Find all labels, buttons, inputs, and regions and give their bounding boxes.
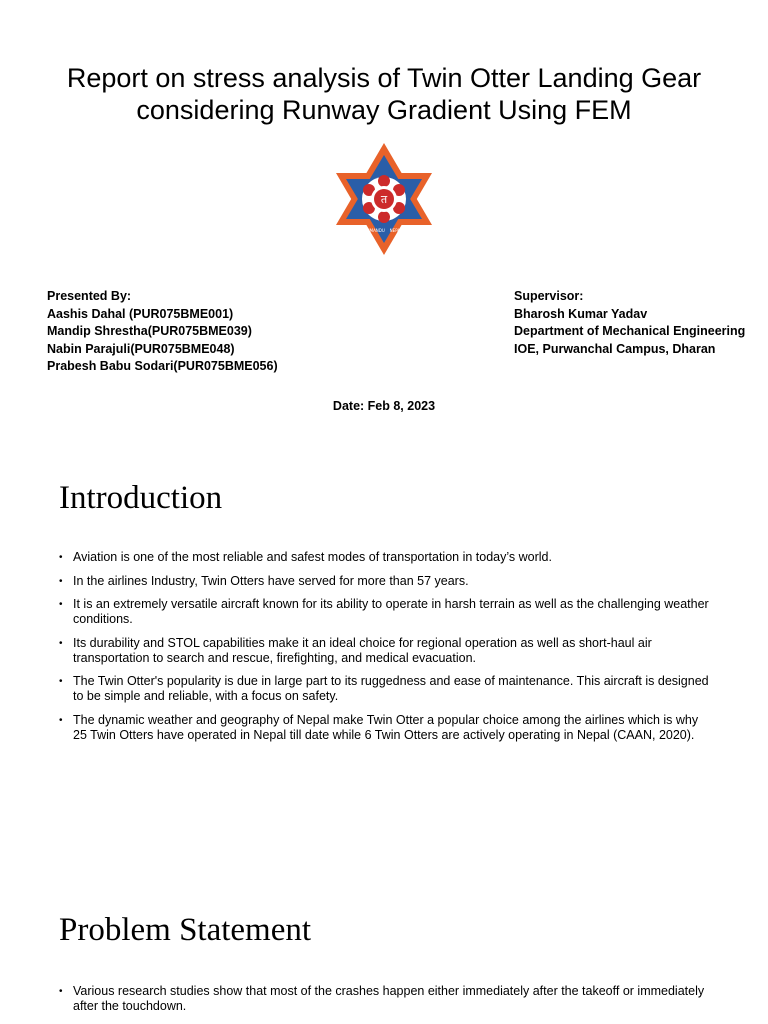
bullet-icon: •	[59, 599, 63, 610]
presented-by-block	[47, 288, 278, 376]
list-item-text: Aviation is one of the most reliable and safest modes of transportation in today’s world.	[73, 550, 552, 564]
list-item	[59, 674, 709, 704]
bullet-icon: •	[59, 986, 63, 997]
list-item-text: Its durability and STOL capabilities make it an ideal choice for regional operation as well as short-haul air transportation to search and rescue, firefighting, and medical evacuation.	[73, 635, 652, 665]
list-item-text: The Twin Otter's popularity is due in large part to its ruggedness and ease of maintenance. This aircraft is designed to be simple and reliable, with a focus on safety.	[73, 674, 709, 703]
problem-statement-list	[59, 984, 709, 1023]
logo-text-nepal: NEPAL	[389, 228, 403, 233]
supervisor-name: Bharosh Kumar Yadav	[514, 306, 648, 321]
supervisor-campus: IOE, Purwanchal Campus, Dharan	[514, 341, 716, 356]
list-item	[59, 713, 709, 743]
introduction-heading: Introduction	[59, 480, 223, 516]
member-name: Prabesh Babu Sodari(PUR075BME056)	[47, 359, 278, 373]
tribhuvan-university-emblem-icon	[334, 143, 434, 255]
problem-statement-heading: Problem Statement	[59, 912, 312, 948]
report-date: Date: Feb 8, 2023	[332, 399, 436, 413]
list-item	[59, 550, 709, 565]
list-item-text: Various research studies show that most of the crashes happen either immediately after the takeoff or immediately after the touchdown.	[73, 984, 705, 1013]
list-item	[59, 984, 709, 1014]
bullet-icon: •	[59, 575, 63, 587]
list-item	[59, 636, 709, 666]
bullet-icon: •	[59, 714, 63, 726]
member-name: Mandip Shrestha(PUR075BME039)	[47, 324, 252, 338]
supervisor-label: Supervisor:	[514, 289, 584, 303]
member-name: Nabin Parajuli(PUR075BME048)	[47, 341, 235, 356]
member-name: Aashis Dahal (PUR075BME001)	[47, 306, 234, 321]
bullet-icon: •	[59, 552, 63, 563]
presented-by-label: Presented By:	[47, 289, 132, 303]
list-item-text: It is an extremely versatile aircraft known for its ability to operate in harsh terrain as well as the challenging weather conditions.	[73, 597, 709, 626]
introduction-list	[59, 550, 709, 751]
list-item	[59, 574, 709, 589]
logo-text-kathmandu: KATHMANDU	[359, 228, 385, 233]
bullet-icon: •	[59, 637, 63, 649]
list-item-text: The dynamic weather and geography of Nepal make Twin Otter a popular choice among the airlines which is why 25 Twin Otters have operated in Nepal till date while 6 Twin Otters are actively operating in Nepal (CAAN, 2020).	[73, 712, 699, 742]
supervisor-block	[514, 288, 745, 358]
bullet-icon: •	[59, 676, 63, 687]
svg-text:त: त	[380, 193, 388, 206]
list-item-text: In the airlines Industry, Twin Otters have served for more than 57 years.	[73, 573, 469, 588]
page-title: Report on stress analysis of Twin Otter Landing Gear considering Runway Gradient Using FEM	[66, 63, 702, 125]
supervisor-department: Department of Mechanical Engineering	[514, 324, 746, 338]
title-area	[0, 60, 768, 142]
list-item	[59, 597, 709, 627]
